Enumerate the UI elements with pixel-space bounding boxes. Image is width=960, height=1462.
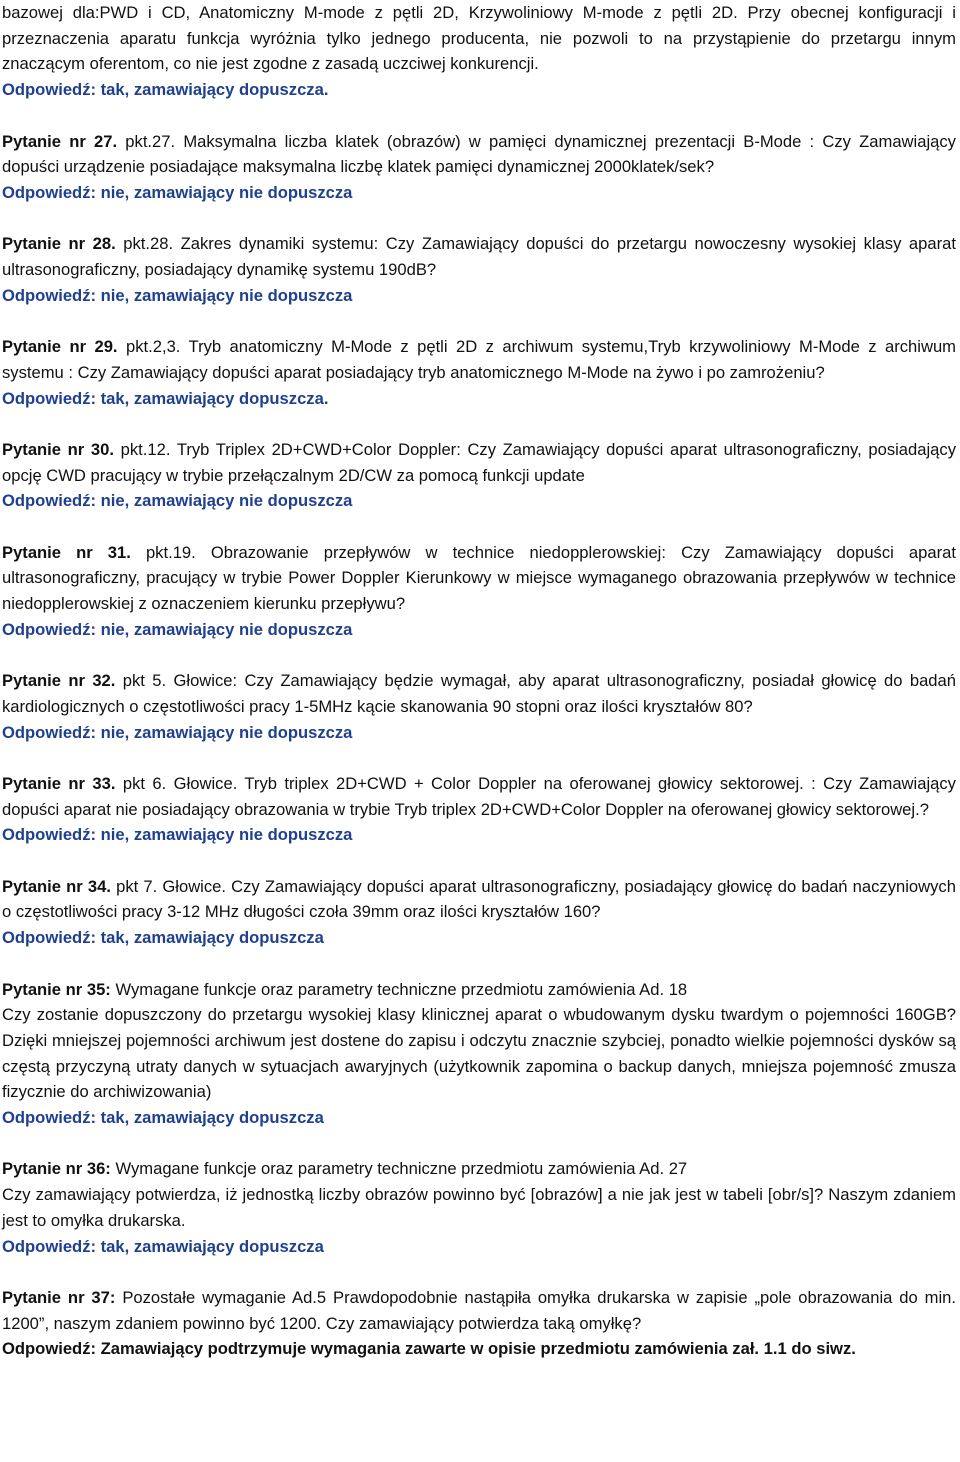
question-text: Głowice. Tryb triplex 2D+CWD + Color Doppler na oferowanej głowicy sektorowej. : Czy Zamawiający dopuści aparat nie posiadający obrazowania w trybie Tryb triplex 2D+CWD+Color Doppler na oferowanej głowicy sektorowej.?: [2, 773, 956, 819]
question-text: Pozostałe wymaganie Ad.5 Prawdopodobnie nastąpiła omyłka drukarska w zapisie „pole obrazowania do min. 1200”, naszym zdaniem powinno być 1200. Czy zamawiający potwierdza taką omyłkę?: [2, 1287, 956, 1333]
question-text: Tryb Triplex 2D+CWD+Color Doppler: Czy Zamawiający dopuści aparat ultrasonograficzny, posiadający opcję CWD pracujący w trybie przełączalnym 2D/CW za pomocą funkcji update: [2, 439, 956, 485]
question-ref: pkt 5.: [122, 671, 167, 691]
question-answer: Odpowiedź: nie, zamawiający nie dopuszcza: [2, 182, 353, 202]
question-block: [2, 874, 956, 951]
question-block: [2, 668, 956, 745]
question-label: Pytanie nr 31.: [2, 542, 131, 562]
question-label: Pytanie nr 33.: [2, 773, 116, 793]
question-ref: pkt.19.: [145, 542, 196, 562]
intro-block: [2, 0, 956, 103]
question-ref: pkt.28.: [123, 234, 174, 254]
question-label: Pytanie nr 34.: [2, 876, 111, 896]
question-label: Pytanie nr 28.: [2, 234, 116, 254]
question-text: Wymagane funkcje oraz parametry techniczne przedmiotu zamówienia Ad. 27: [115, 1159, 688, 1179]
question-answer: Odpowiedź: nie, zamawiający nie dopuszcza: [2, 825, 353, 845]
question-answer: Odpowiedź: nie, zamawiający nie dopuszcza: [2, 285, 353, 305]
question-label: Pytanie nr 35:: [2, 979, 111, 999]
question-block: [2, 1285, 956, 1362]
question-paragraph: [2, 977, 956, 1003]
question-text: Maksymalna liczba klatek (obrazów) w pamięci dynamicznej prezentacji B-Mode : Czy Zamawiający dopuści urządzenie posiadające maksymalna liczbę klatek pamięci dynamicznej 2000klatek/sek?: [2, 131, 956, 177]
question-answer: Odpowiedź: nie, zamawiający nie dopuszcza: [2, 722, 353, 742]
question-answer: Odpowiedź: tak, zamawiający dopuszcza: [2, 1236, 324, 1256]
questions-list: [2, 129, 956, 1363]
question-block: [2, 231, 956, 308]
question-paragraph: [2, 437, 956, 488]
question-block: [2, 1156, 956, 1259]
question-text: Głowice: Czy Zamawiający będzie wymagał, aby aparat ultrasonograficzny, posiadał głowicę do badań kardiologicznych o częstotliwości pracy 1-5MHz kącie skanowania 90 stopni oraz ilości kryształów 80?: [2, 671, 956, 716]
question-text: Zakres dynamiki systemu: Czy Zamawiający dopuści do przetargu nowoczesny wysokiej klasy aparat ultrasonograficzny, posiadający dynamikę systemu 190dB?: [2, 234, 956, 279]
question-answer: Odpowiedź: tak, zamawiający dopuszcza: [2, 928, 324, 948]
question-label: Pytanie nr 27.: [2, 131, 118, 151]
question-label: Pytanie nr 36:: [2, 1159, 111, 1179]
question-paragraph: [2, 771, 956, 822]
question-block: [2, 977, 956, 1131]
question-paragraph: [2, 540, 956, 617]
question-ref: pkt.2,3.: [125, 337, 181, 357]
question-answer: Odpowiedź: tak, zamawiający dopuszcza.: [2, 388, 329, 408]
question-answer: Odpowiedź: Zamawiający podtrzymuje wymagania zawarte w opisie przedmiotu zamówienia zał. 1.1 do siwz.: [2, 1339, 856, 1359]
intro-answer: Odpowiedź: tak, zamawiający dopuszcza.: [2, 80, 329, 100]
question-answer: Odpowiedź: tak, zamawiający dopuszcza: [2, 1108, 324, 1128]
question-answer: Odpowiedź: nie, zamawiający nie dopuszcza: [2, 619, 353, 639]
question-label: Pytanie nr 37:: [2, 1287, 116, 1307]
question-ref: pkt 6.: [122, 773, 167, 793]
question-paragraph: [2, 668, 956, 719]
question-block: [2, 334, 956, 411]
question-paragraph: [2, 231, 956, 282]
question-label: Pytanie nr 30.: [2, 439, 114, 459]
question-paragraph: [2, 1285, 956, 1336]
question-label: Pytanie nr 32.: [2, 671, 116, 691]
question-paragraph: [2, 1156, 956, 1182]
question-block: [2, 771, 956, 848]
question-paragraph: [2, 334, 956, 385]
question-ref: pkt 7.: [116, 876, 158, 896]
question-block: [2, 129, 956, 206]
question-paragraph: [2, 129, 956, 180]
question-detail: Czy zamawiający potwierdza, iż jednostką liczby obrazów powinno być [obrazów] a nie jak jest w tabeli [obr/s]? Naszym zdaniem jest to omyłka drukarska.: [2, 1185, 956, 1230]
question-block: [2, 437, 956, 514]
question-block: [2, 540, 956, 643]
question-label: Pytanie nr 29.: [2, 337, 118, 357]
question-text: Obrazowanie przepływów w technice niedopplerowskiej: Czy Zamawiający dopuści aparat ultrasonograficzny, pracujący w trybie Power Doppler Kierunkowy w miejsce wymaganego obrazowania przepływów w technice niedopplerowskiej z oznaczeniem kierunku przepływu?: [2, 542, 956, 614]
question-detail: Czy zostanie dopuszczony do przetargu wysokiej klasy klinicznej aparat o wbudowanym dysku twardym o pojemności 160GB? Dzięki mniejszej pojemności archiwum jest dostene do zapisu i odczytu znacznie szybciej, ponadto wielkie pojemności dysków są częstą przyczyną utraty danych w sytuacjach awaryjnych (użytkownik zapomina o backup danych, mniejsza pojemność zmusza fizycznie do archiwizowania): [2, 1005, 956, 1102]
question-ref: pkt.27.: [125, 131, 176, 151]
question-paragraph: [2, 874, 956, 925]
question-text: Głowice. Czy Zamawiający dopuści aparat ultrasonograficzny, posiadający głowicę do badań naczyniowych o częstotliwości pracy 3-12 MHz długości czoła 39mm oraz ilości kryształów 160?: [2, 876, 956, 922]
question-ref: pkt.12.: [120, 439, 171, 459]
question-answer: Odpowiedź: nie, zamawiający nie dopuszcza: [2, 491, 353, 511]
question-text: Tryb anatomiczny M-Mode z pętli 2D z archiwum systemu,Tryb krzywoliniowy M-Mode z archiwum systemu : Czy Zamawiający dopuści aparat posiadający tryb anatomicznego M-Mode na żywo i po zamrożeniu?: [2, 337, 956, 382]
intro-text: bazowej dla:PWD i CD, Anatomiczny M-mode z pętli 2D, Krzywoliniowy M-mode z pętli 2D. Przy obecnej konfiguracji i przeznaczenia aparatu funkcja wyróżnia tylko jednego producenta, nie pozwoli to na przystąpienie do przetargu innym znaczącym oferentom, co nie jest zgodne z zasadą uczciwej konkurencji.: [2, 3, 956, 74]
question-text: Wymagane funkcje oraz parametry techniczne przedmiotu zamówienia Ad. 18: [115, 979, 688, 999]
